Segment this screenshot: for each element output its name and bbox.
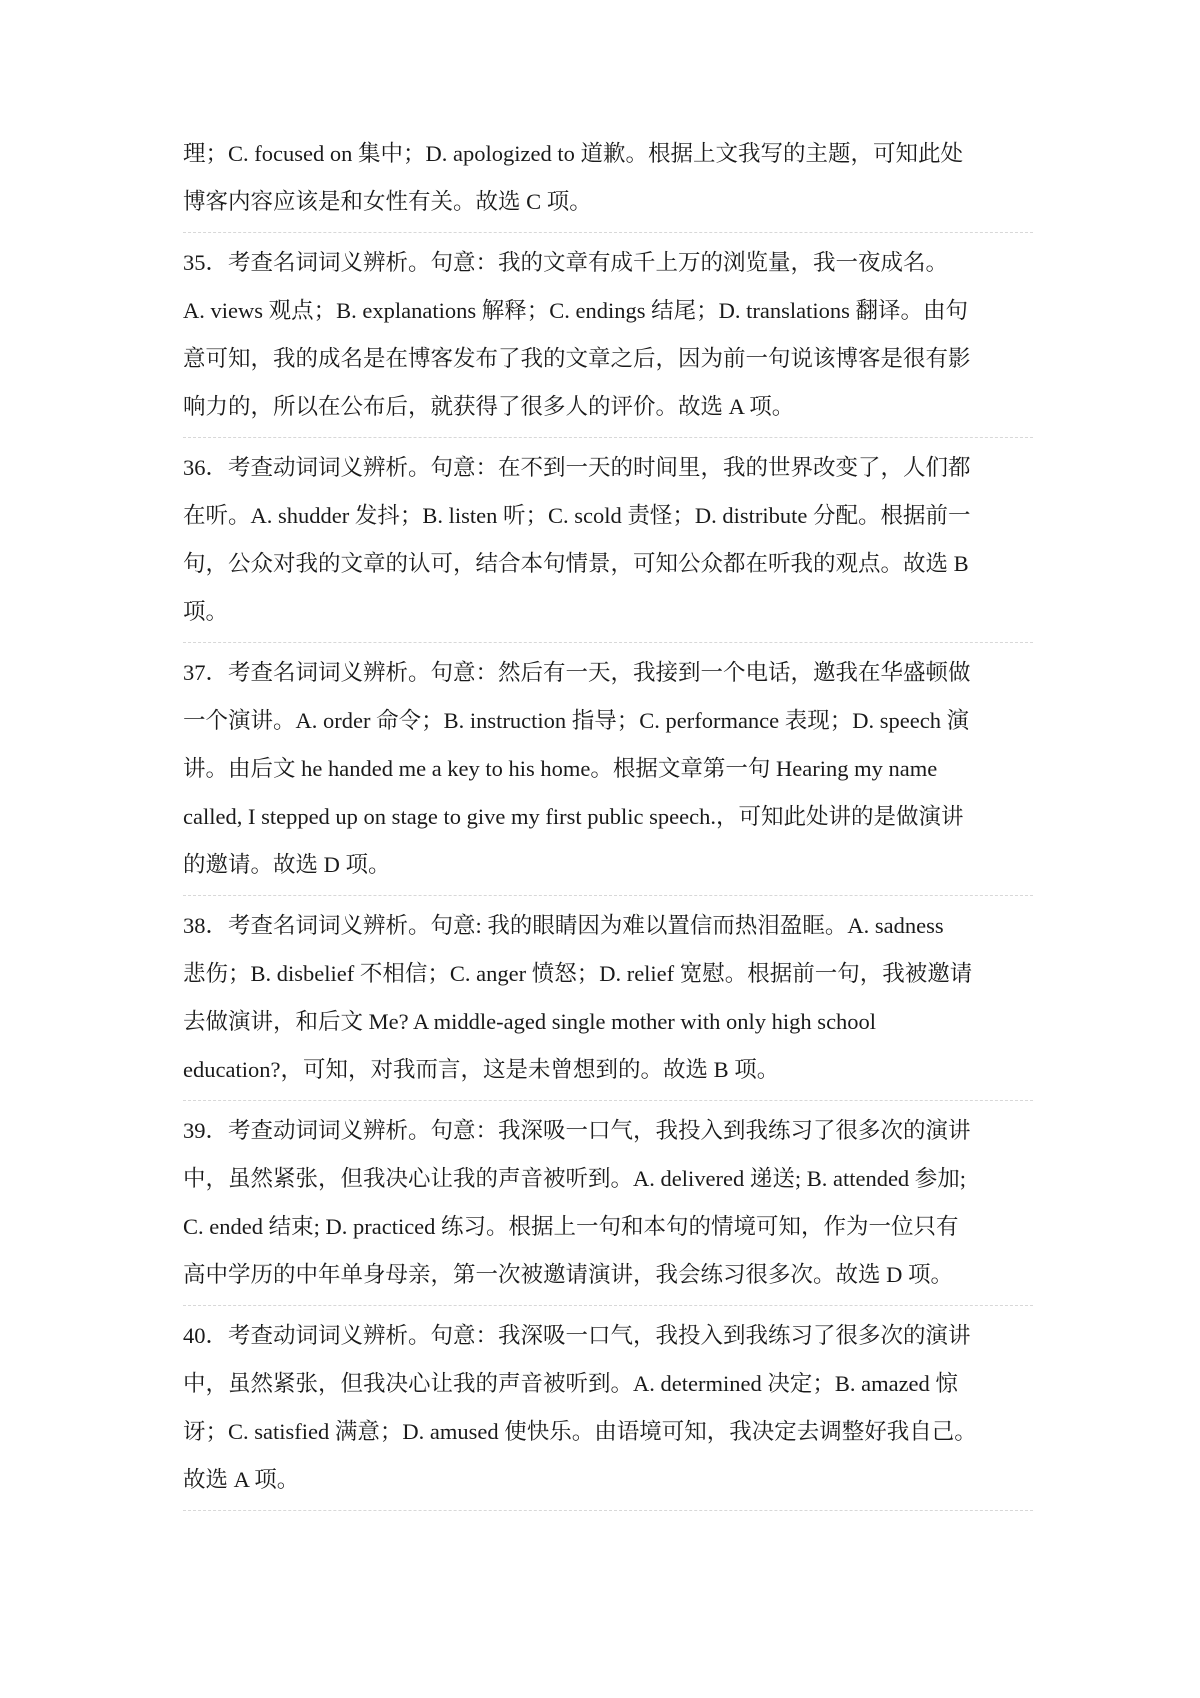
text-line: 讶；C. satisfied 满意；D. amused 使快乐。由语境可知，我决定去调整好我自己。 xyxy=(183,1419,977,1444)
text-line: C. ended 结束; D. practiced 练习。根据上一句和本句的情境可知，作为一位只有 xyxy=(183,1214,959,1239)
paragraph-36 xyxy=(183,444,1033,643)
text-line: 博客内容应该是和女性有关。故选 C 项。 xyxy=(183,189,592,214)
text-line: 40．考查动词词义辨析。句意：我深吸一口气，我投入到我练习了很多次的演讲 xyxy=(183,1323,971,1348)
text-line: 高中学历的中年单身母亲，第一次被邀请演讲，我会练习很多次。故选 D 项。 xyxy=(183,1262,954,1287)
text-line: 37．考查名词词义辨析。句意：然后有一天，我接到一个电话，邀我在华盛顿做 xyxy=(183,660,971,685)
text-line: 响力的，所以在公布后，就获得了很多人的评价。故选 A 项。 xyxy=(183,394,795,419)
text-line: 一个演讲。A. order 命令；B. instruction 指导；C. performance 表现；D. speech 演 xyxy=(183,708,970,733)
text-line: 讲。由后文 he handed me a key to his home。根据文章第一句 Hearing my name xyxy=(183,756,938,781)
text-line: called, I stepped up on stage to give my first public speech.，可知此处讲的是做演讲 xyxy=(183,804,964,829)
paragraph-39 xyxy=(183,1107,1033,1306)
text-line: 中，虽然紧张，但我决心让我的声音被听到。A. determined 决定；B. amazed 惊 xyxy=(183,1371,958,1396)
text-line: 35．考查名词词义辨析。句意：我的文章有成千上万的浏览量，我一夜成名。 xyxy=(183,250,949,275)
text-line: 的邀请。故选 D 项。 xyxy=(183,852,391,877)
text-line: A. views 观点；B. explanations 解释；C. endings 结尾；D. translations 翻译。由句 xyxy=(183,298,968,323)
paragraph-38 xyxy=(183,902,1033,1101)
text-line: education?，可知，对我而言，这是未曾想到的。故选 B 项。 xyxy=(183,1057,780,1082)
text-line: 理；C. focused on 集中；D. apologized to 道歉。根据上文我写的主题，可知此处 xyxy=(183,141,963,166)
text-line: 项。 xyxy=(183,599,229,624)
text-line: 中，虽然紧张，但我决心让我的声音被听到。A. delivered 递送; B. attended 参加; xyxy=(183,1166,967,1191)
text-line: 38．考查名词词义辨析。句意: 我的眼睛因为难以置信而热泪盈眶。A. sadness xyxy=(183,913,944,938)
document-page xyxy=(183,130,1033,1517)
text-line: 39．考查动词词义辨析。句意：我深吸一口气，我投入到我练习了很多次的演讲 xyxy=(183,1118,971,1143)
paragraph-35 xyxy=(183,239,1033,438)
paragraph-40 xyxy=(183,1312,1033,1511)
text-line: 悲伤；B. disbelief 不相信；C. anger 愤怒；D. relief 宽慰。根据前一句，我被邀请 xyxy=(183,961,973,986)
text-line: 意可知，我的成名是在博客发布了我的文章之后，因为前一句说该博客是很有影 xyxy=(183,346,971,371)
paragraph-34-continued xyxy=(183,130,1033,233)
text-line: 去做演讲，和后文 Me? A middle-aged single mother with only high school xyxy=(183,1009,877,1034)
text-line: 36．考查动词词义辨析。句意：在不到一天的时间里，我的世界改变了，人们都 xyxy=(183,455,971,480)
paragraph-37 xyxy=(183,649,1033,896)
text-line: 在听。A. shudder 发抖；B. listen 听；C. scold 责怪；D. distribute 分配。根据前一 xyxy=(183,503,971,528)
text-line: 句，公众对我的文章的认可，结合本句情景，可知公众都在听我的观点。故选 B xyxy=(183,551,969,576)
text-line: 故选 A 项。 xyxy=(183,1467,300,1492)
